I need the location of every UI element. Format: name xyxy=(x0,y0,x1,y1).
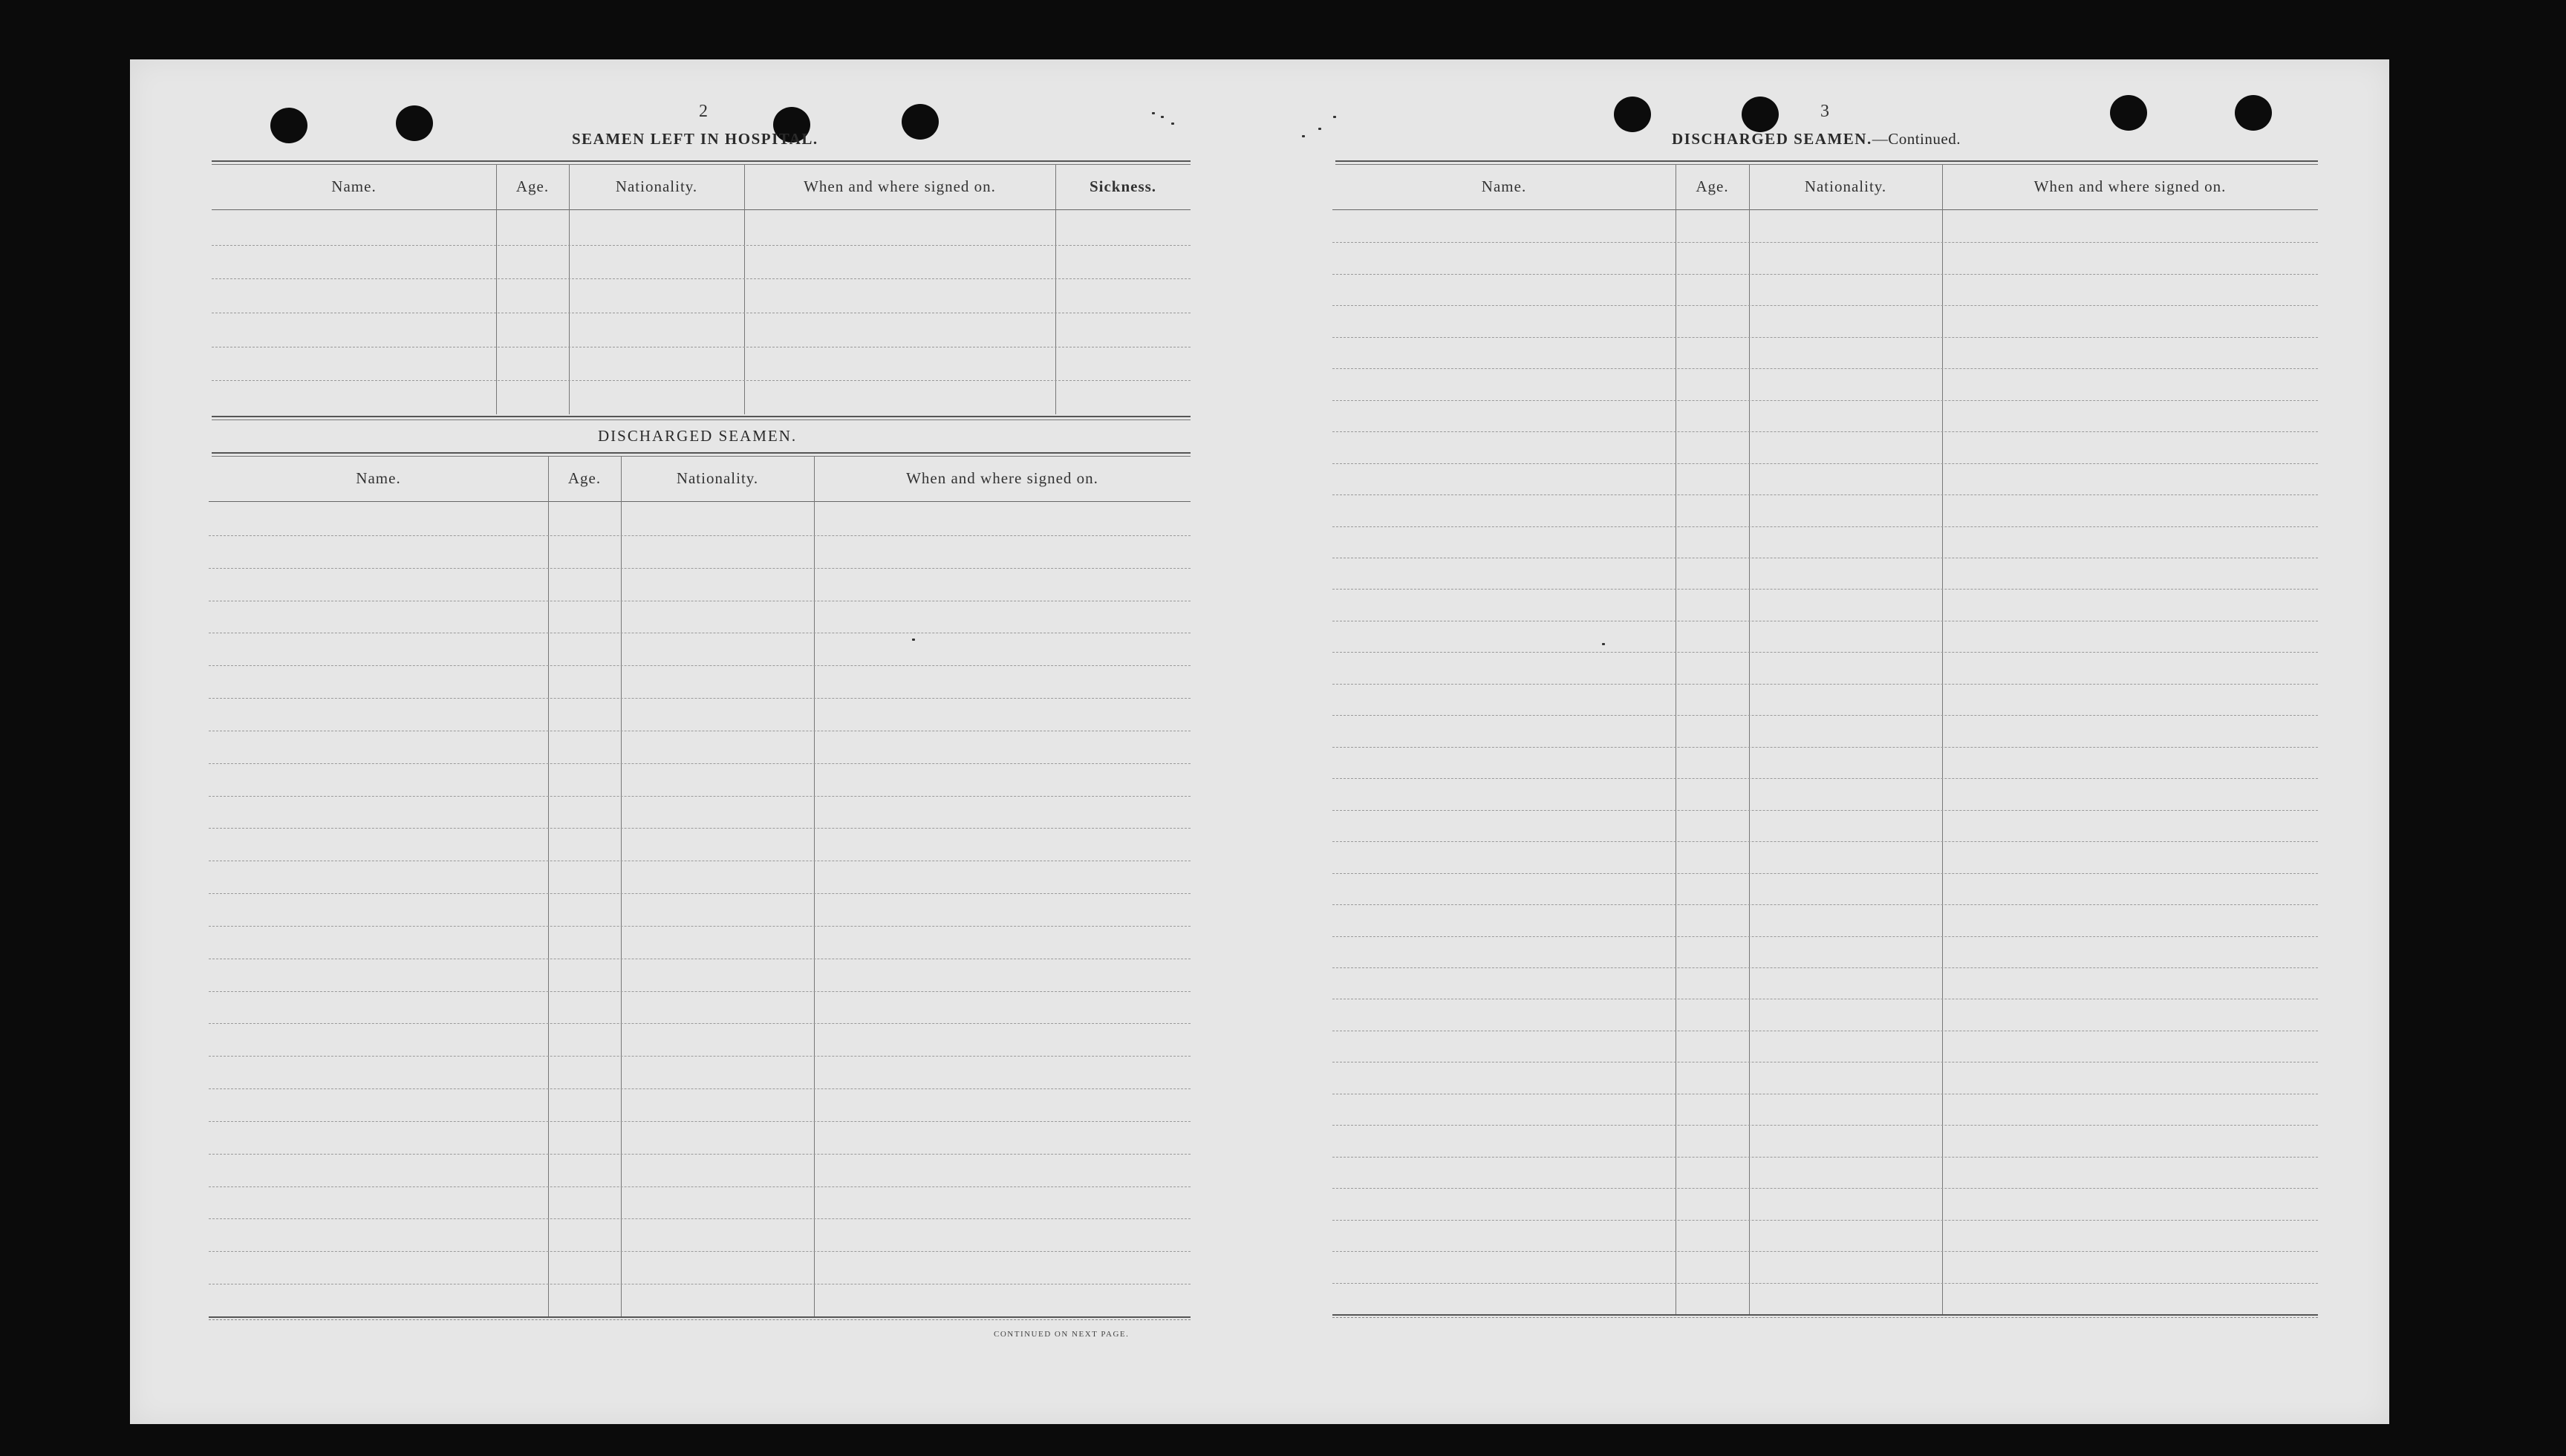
blank-row-rule xyxy=(209,796,1191,797)
blank-row-rule xyxy=(212,278,1191,279)
header-nationality: Nationality. xyxy=(615,177,698,195)
blank-row-rule xyxy=(1332,778,2318,779)
blank-row-rule xyxy=(1332,305,2318,306)
blank-row-rule xyxy=(1332,1283,2318,1284)
blank-row-rule xyxy=(209,1154,1191,1155)
blank-row-rule xyxy=(209,1218,1191,1219)
column-divider xyxy=(814,457,815,1316)
punch-hole xyxy=(1742,97,1779,132)
punch-hole xyxy=(2235,95,2272,131)
blank-row-rule xyxy=(1332,242,2318,243)
speck xyxy=(1171,123,1174,125)
blank-row-rule xyxy=(1332,1220,2318,1221)
blank-row-rule xyxy=(1332,936,2318,937)
blank-row-rule xyxy=(209,568,1191,569)
blank-row-rule xyxy=(1332,967,2318,968)
page-number-left: 2 xyxy=(699,102,708,121)
discharged-continued-table xyxy=(1332,165,2318,1314)
column-divider xyxy=(548,457,549,1316)
speck xyxy=(1318,128,1321,130)
discharged-section-title: DISCHARGED SEAMEN. xyxy=(598,427,798,445)
blank-row-rule xyxy=(212,380,1191,381)
discharged-top-rule xyxy=(212,452,1191,454)
blank-row-rule xyxy=(1332,494,2318,495)
blank-row-rule xyxy=(1332,652,2318,653)
blank-row-rule xyxy=(209,535,1191,536)
speck xyxy=(1152,112,1155,114)
blank-row-rule xyxy=(209,1121,1191,1122)
hospital-table xyxy=(212,165,1191,414)
column-divider xyxy=(1055,165,1056,414)
column-divider xyxy=(569,165,570,414)
right-section-title-text: DISCHARGED SEAMEN. xyxy=(1672,130,1872,148)
right-section-title xyxy=(1672,130,1961,148)
header-rule xyxy=(1332,209,2318,210)
header-signed-on: When and where signed on. xyxy=(2033,177,2227,195)
blank-row-rule xyxy=(209,1251,1191,1252)
blank-row-rule xyxy=(209,1186,1191,1187)
header-age: Age. xyxy=(515,177,550,195)
hospital-top-rule xyxy=(212,160,1191,162)
blank-row-rule xyxy=(209,1056,1191,1057)
blank-row-rule xyxy=(1332,715,2318,716)
header-signed-on: When and where signed on. xyxy=(906,469,1098,487)
blank-row-rule xyxy=(1332,684,2318,685)
blank-row-rule xyxy=(1332,589,2318,590)
blank-row-rule xyxy=(209,763,1191,764)
header-rule xyxy=(212,209,1191,210)
blank-row-rule xyxy=(1332,274,2318,275)
blank-row-rule xyxy=(209,665,1191,666)
blank-row-rule xyxy=(209,991,1191,992)
blank-row-rule xyxy=(209,1023,1191,1024)
header-nationality: Nationality. xyxy=(1804,177,1887,195)
blank-row-rule xyxy=(1332,463,2318,464)
header-age: Age. xyxy=(567,469,602,487)
blank-row-rule xyxy=(1332,337,2318,338)
blank-row-rule xyxy=(1332,1251,2318,1252)
blank-row-rule xyxy=(1332,526,2318,527)
blank-row-rule xyxy=(209,926,1191,927)
right-section-title-suffix: —Continued. xyxy=(1872,130,1961,148)
header-nationality: Nationality. xyxy=(676,469,759,487)
hospital-bottom-rule xyxy=(212,416,1191,417)
blank-row-rule xyxy=(1332,400,2318,401)
blank-row-rule xyxy=(1332,1125,2318,1126)
speck xyxy=(1161,116,1164,118)
header-name: Name. xyxy=(1481,177,1527,195)
blank-row-rule xyxy=(1332,841,2318,842)
punch-hole xyxy=(270,108,307,143)
punch-hole xyxy=(1614,97,1651,132)
blank-row-rule xyxy=(209,1088,1191,1089)
column-divider xyxy=(744,165,745,414)
document-sheet xyxy=(130,59,2389,1424)
speck xyxy=(1302,135,1305,137)
blank-row-rule xyxy=(212,245,1191,246)
blank-row-rule xyxy=(1332,1157,2318,1158)
blank-row-rule xyxy=(209,828,1191,829)
blank-row-rule xyxy=(1332,368,2318,369)
blank-row-rule xyxy=(1332,904,2318,905)
discharged-table xyxy=(209,457,1191,1316)
header-age: Age. xyxy=(1696,177,1729,195)
table-bottom-rule xyxy=(209,1316,1191,1318)
page-number-right: 3 xyxy=(1820,102,1829,121)
blank-row-rule xyxy=(1332,873,2318,874)
header-name: Name. xyxy=(356,469,401,487)
table-bottom-rule xyxy=(1332,1314,2318,1316)
header-name: Name. xyxy=(331,177,377,195)
blank-row-rule xyxy=(1332,810,2318,811)
blank-row-rule xyxy=(1332,747,2318,748)
column-divider xyxy=(496,165,497,414)
column-divider xyxy=(621,457,622,1316)
blank-row-rule xyxy=(1332,431,2318,432)
blank-row-rule xyxy=(209,698,1191,699)
right-top-rule xyxy=(1335,160,2318,162)
punch-hole xyxy=(396,105,433,141)
blank-row-rule xyxy=(1332,1188,2318,1189)
header-sickness: Sickness. xyxy=(1089,177,1157,195)
speck xyxy=(1333,116,1336,118)
punch-hole xyxy=(2110,95,2147,131)
continued-note: CONTINUED ON NEXT PAGE. xyxy=(994,1330,1130,1339)
punch-hole xyxy=(902,104,939,140)
blank-row-rule xyxy=(209,893,1191,894)
hospital-section-title: SEAMEN LEFT IN HOSPITAL. xyxy=(572,130,818,148)
header-rule xyxy=(209,501,1191,502)
header-signed-on: When and where signed on. xyxy=(804,177,996,195)
